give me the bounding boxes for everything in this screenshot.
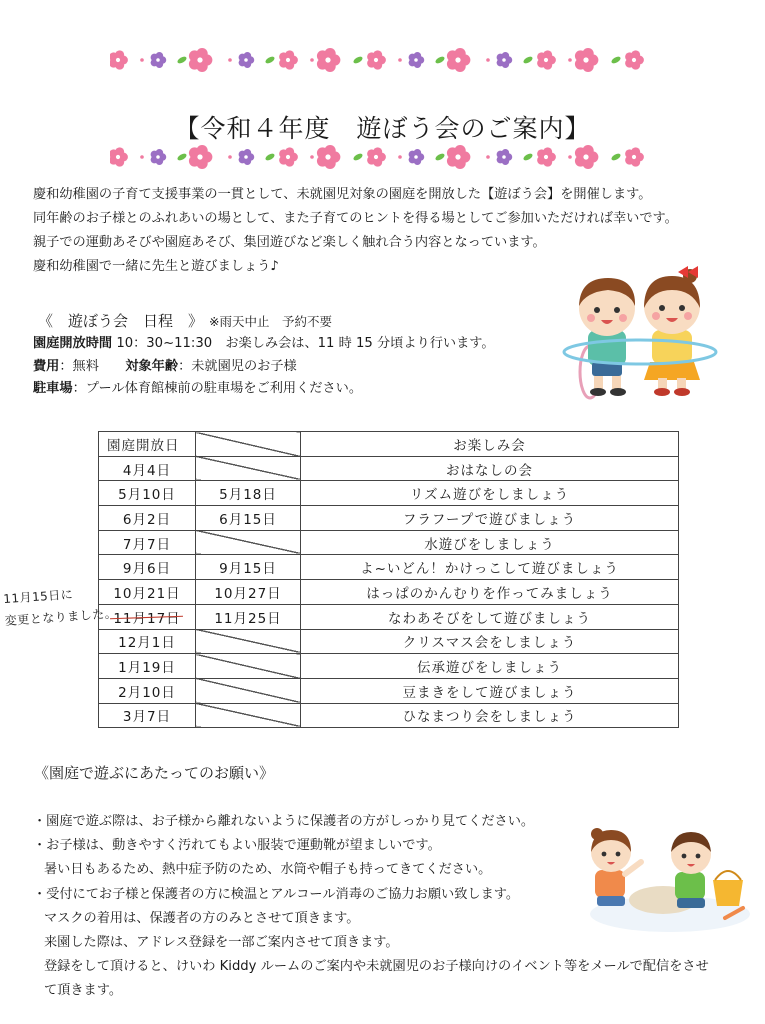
event-cell: フラフープで遊びましょう: [301, 506, 679, 531]
open-date-cell: [99, 703, 196, 728]
open-date: 6月2日: [122, 511, 172, 528]
request-line: 登録をして頂けると、けいわ Kiddy ルームのご案内や未就園児のお子様向けのイベント等をメールで配信をさせ: [44, 959, 709, 975]
event-cell: クリスマス会をしましょう: [301, 629, 679, 654]
leaf-icon: [522, 55, 533, 65]
open-date-cell: [99, 530, 196, 555]
table-row: [99, 530, 679, 555]
dot-icon: [310, 58, 314, 62]
pink-flower-icon: [367, 50, 386, 69]
handwritten-note-line: 変更となりました。: [4, 606, 118, 629]
open-date: 7月7日: [122, 536, 172, 553]
request-line: 来園した際は、アドレス登録を一部ご案内させて頂きます。: [44, 935, 399, 951]
pink-flower-icon: [575, 145, 598, 169]
table-row: [99, 481, 679, 506]
purple-flower-icon: [497, 52, 513, 68]
leaf-icon: [352, 152, 363, 162]
children-hula-hoop-illustration: [560, 262, 720, 402]
pink-flower-icon: [447, 48, 470, 72]
open-date-cell: [99, 629, 196, 654]
pink-flower-icon: [110, 147, 128, 166]
event-cell: おはなしの会: [301, 456, 679, 481]
open-hours-label: 園庭開放時間: [33, 336, 113, 351]
schedule-note: ※雨天中止 予約不要: [209, 314, 332, 329]
pink-flower-icon: [625, 147, 644, 166]
second-date-cell: [196, 481, 301, 506]
leaf-icon: [610, 152, 621, 162]
open-date: 3月7日: [122, 709, 172, 726]
flower-border-top: [110, 44, 665, 76]
open-date: 4月4日: [122, 462, 172, 479]
page-title: 【令和４年度 遊ぼう会のご案内】: [174, 113, 591, 143]
open-date-cell: [99, 678, 196, 703]
event-cell: はっぱのかんむりを作ってみましょう: [301, 580, 679, 605]
second-date-cell: [196, 629, 301, 654]
dot-icon: [228, 58, 232, 62]
open-date-cell: [99, 456, 196, 481]
dot-icon: [568, 58, 572, 62]
age-label: 対象年齢: [125, 358, 179, 374]
leaf-icon: [434, 55, 445, 65]
requests-heading: 《園庭で遊ぶにあたってのお願い》: [34, 764, 275, 782]
open-date-cell: [99, 481, 196, 506]
second-date-cell: [196, 604, 301, 629]
table-row: [99, 456, 679, 481]
table-row: [99, 654, 679, 679]
schedule-info: [33, 333, 495, 401]
pink-flower-icon: [625, 50, 644, 69]
intro-line: 親子での運動あそびや園庭あそび、集団遊びなど楽しく触れ合う内容となっています。: [33, 235, 546, 250]
table-row: [99, 629, 679, 654]
event-cell: なわあそびをして遊びましょう: [301, 604, 679, 629]
column-header-open-day: 園庭開放日: [99, 432, 196, 457]
table-row: [99, 678, 679, 703]
leaf-icon: [264, 55, 275, 65]
parking-label: 駐車場: [33, 381, 73, 396]
event-cell: 豆まきをして遊びましょう: [301, 678, 679, 703]
dot-icon: [398, 155, 402, 159]
leaf-icon: [434, 152, 445, 162]
open-date-cell: [99, 580, 196, 605]
open-date: 10月21日: [113, 585, 181, 602]
table-row: [99, 506, 679, 531]
pink-flower-icon: [279, 50, 298, 69]
leaf-icon: [352, 55, 363, 65]
dot-icon: [140, 155, 144, 159]
second-date-cell: [196, 506, 301, 531]
event-cell: よ~いどん！かけっこして遊びましょう: [301, 555, 679, 580]
pink-flower-icon: [367, 147, 386, 166]
fee-value: ：無料: [59, 358, 99, 374]
leaf-icon: [610, 55, 621, 65]
second-date-cell: [196, 580, 301, 605]
request-line: 暑い日もあるため、熱中症予防のため、水筒や帽子も持ってきてください。: [44, 862, 492, 878]
event-cell: リズム遊びをしましょう: [301, 481, 679, 506]
table-row: [99, 604, 679, 629]
purple-flower-icon: [409, 52, 425, 68]
second-date-cell: [196, 678, 301, 703]
request-line: ・受付にてお子様と保護者の方に検温とアルコール消毒のご協力お願い致します。: [33, 886, 520, 902]
leaf-icon: [264, 152, 275, 162]
request-line: ・お子様は、動きやすく汚れてもよい服装で運動靴が望ましいです。: [33, 838, 441, 854]
open-date: 12月1日: [118, 635, 176, 652]
second-date-cell: [196, 654, 301, 679]
purple-flower-icon: [239, 149, 255, 165]
fee-line: [33, 356, 495, 379]
open-hours-value: 10：30~11:30 お楽しみ会は、11 時 15 分頃より行います。: [116, 336, 495, 351]
intro-line: 同年齢のお子様とのふれあいの場として、また子育てのヒントを得る場としてご参加いただければ幸いです。: [33, 211, 678, 226]
pink-flower-icon: [317, 48, 340, 72]
open-date: 9月6日: [122, 561, 172, 578]
pink-flower-icon: [279, 147, 298, 166]
table-row: [99, 580, 679, 605]
pink-flower-icon: [189, 48, 212, 72]
purple-flower-icon: [497, 149, 513, 165]
pink-flower-icon: [317, 145, 340, 169]
parking-line: [33, 378, 495, 401]
children-sandbox-illustration: [575, 822, 750, 934]
open-date-cell: [99, 555, 196, 580]
open-date: 5月10日: [118, 487, 176, 504]
intro-line: 慶和幼稚園で一緒に先生と遊びましょう♪: [33, 259, 279, 274]
leaf-icon: [176, 55, 187, 65]
pink-flower-icon: [537, 147, 556, 166]
leaf-icon: [176, 152, 187, 162]
pink-flower-icon: [189, 145, 212, 169]
purple-flower-icon: [151, 149, 167, 165]
request-line: マスクの着用は、保護者の方のみとさせて頂きます。: [44, 910, 360, 926]
column-header-second-date: [196, 432, 301, 457]
handwritten-note-line: 11月15日に: [2, 587, 74, 607]
second-date-cell: [196, 456, 301, 481]
second-date-cell: [196, 703, 301, 728]
leaf-icon: [522, 152, 533, 162]
dot-icon: [568, 155, 572, 159]
dot-icon: [486, 155, 490, 159]
handwritten-note: [2, 582, 118, 632]
open-date-cell: [99, 654, 196, 679]
pink-flower-icon: [537, 50, 556, 69]
second-date: 5月18日: [219, 487, 277, 504]
event-cell: 水遊びをしましょう: [301, 530, 679, 555]
purple-flower-icon: [151, 52, 167, 68]
table-header-row: [99, 432, 679, 457]
purple-flower-icon: [409, 149, 425, 165]
intro-line: 慶和幼稚園の子育て支援事業の一貫として、未就園児対象の園庭を開放した【遊ぼう会】を開催します。: [33, 187, 652, 202]
request-line: て頂きます。: [44, 983, 123, 999]
second-date-cell: [196, 530, 301, 555]
event-cell: 伝承遊びをしましょう: [301, 654, 679, 679]
event-cell: ひなまつり会をしましょう: [301, 703, 679, 728]
dot-icon: [310, 155, 314, 159]
schedule-table: [98, 431, 679, 728]
request-line: ・園庭で遊ぶ際は、お子様から離れないように保護者の方がしっかり見てください。: [33, 814, 535, 829]
open-date-cell: [99, 506, 196, 531]
open-date: 1月19日: [118, 660, 176, 677]
second-date: 11月25日: [214, 610, 282, 627]
table-row: [99, 555, 679, 580]
dot-icon: [140, 58, 144, 62]
open-date: 2月10日: [118, 684, 176, 701]
age-value: ：未就園児のお子様: [178, 358, 297, 374]
dot-icon: [228, 155, 232, 159]
pink-flower-icon: [110, 50, 128, 69]
parking-value: ：プール体育館棟前の駐車場をご利用ください。: [72, 381, 363, 396]
column-header-event: お楽しみ会: [301, 432, 679, 457]
open-date: 11月17日: [113, 607, 180, 627]
second-date-cell: [196, 555, 301, 580]
second-date: 10月27日: [214, 585, 282, 602]
pink-flower-icon: [575, 48, 598, 72]
schedule-heading-text: 《 遊ぼう会 日程 》: [38, 312, 204, 330]
dot-icon: [398, 58, 402, 62]
second-date: 9月15日: [219, 561, 277, 578]
dot-icon: [486, 58, 490, 62]
open-hours-line: [33, 333, 495, 356]
fee-label: 費用: [33, 358, 60, 374]
flower-border-bottom: [110, 141, 665, 173]
schedule-heading: [38, 310, 332, 331]
purple-flower-icon: [239, 52, 255, 68]
pink-flower-icon: [447, 145, 470, 169]
second-date: 6月15日: [219, 511, 277, 528]
table-row: [99, 703, 679, 728]
